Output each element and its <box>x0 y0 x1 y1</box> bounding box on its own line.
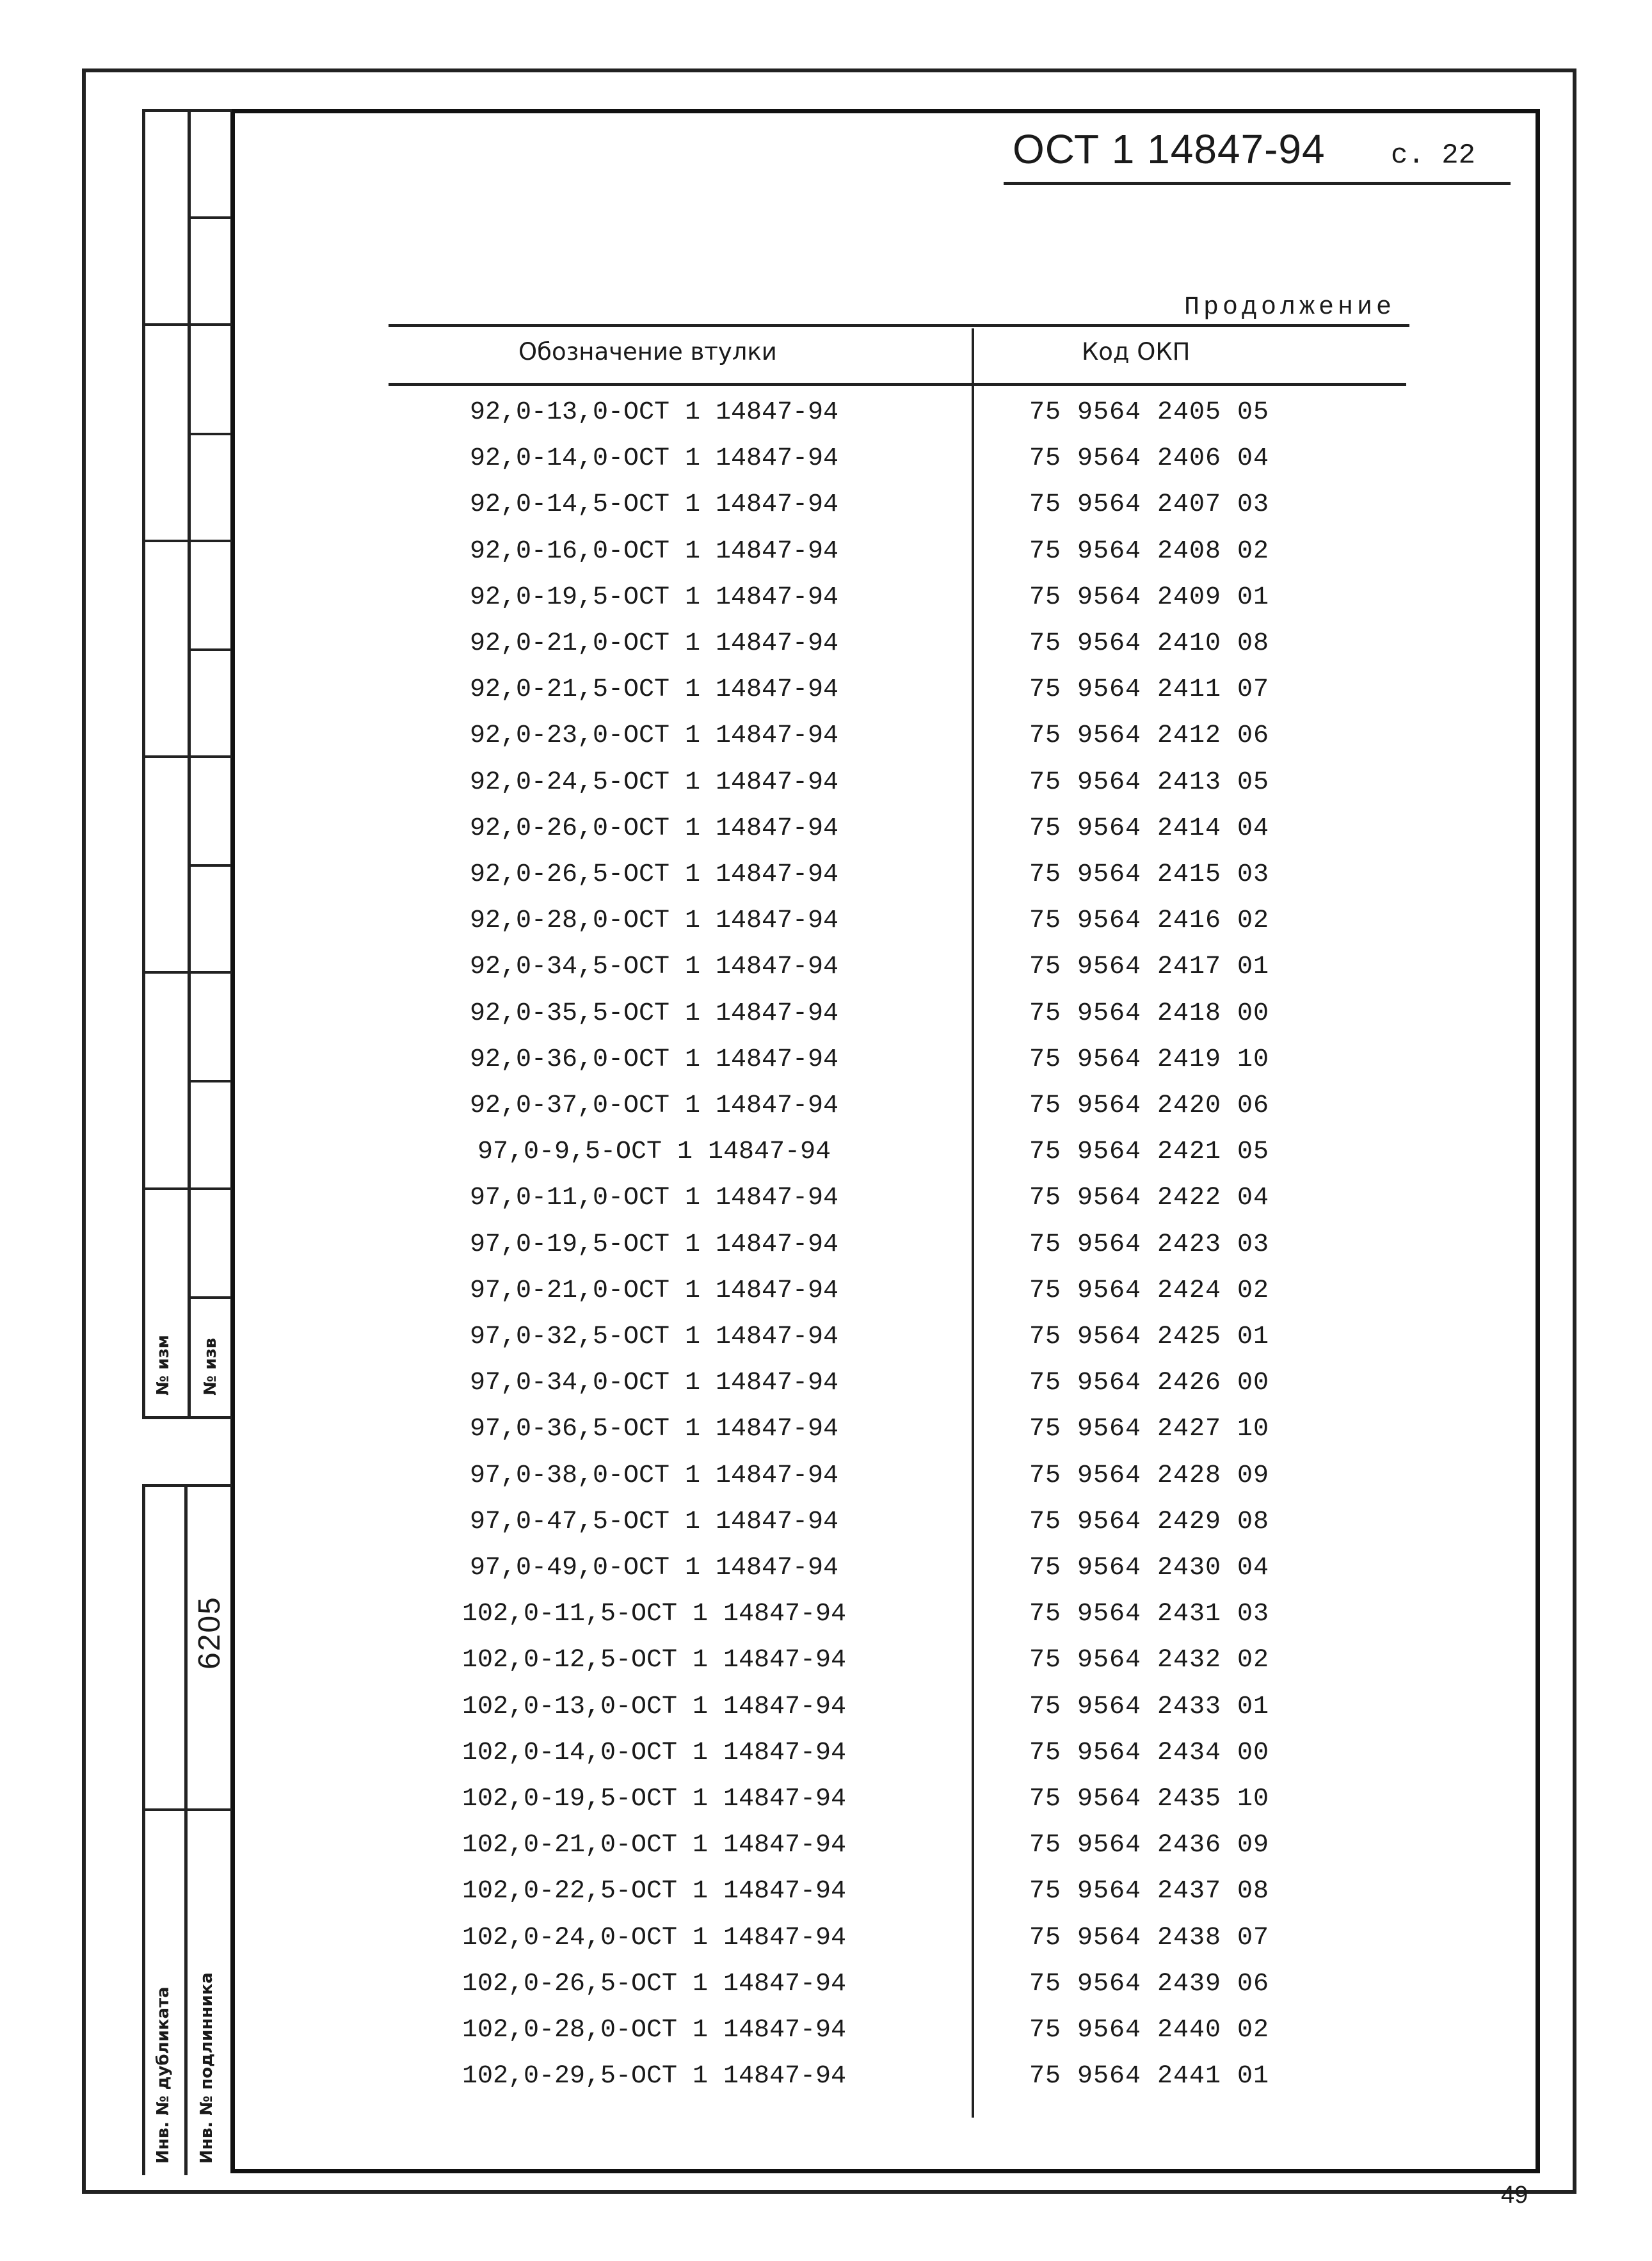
designation-cell: 97,0-11,0-ОСТ 1 14847-94 <box>469 1184 839 1212</box>
column-divider <box>972 328 974 2118</box>
designation-cell: 102,0-22,5-ОСТ 1 14847-94 <box>461 1877 847 1906</box>
designation-cell: 92,0-28,0-ОСТ 1 14847-94 <box>469 906 839 935</box>
designation-cell: 92,0-37,0-ОСТ 1 14847-94 <box>469 1091 839 1120</box>
okp-code-cell: 75 9564 2437 08 <box>1029 1877 1270 1906</box>
designation-cell: 97,0-38,0-ОСТ 1 14847-94 <box>469 1461 839 1490</box>
sheet-number: 49 <box>1501 2182 1528 2209</box>
col-header-code: Код ОКП <box>1082 338 1191 366</box>
okp-code-cell: 75 9564 2419 10 <box>1029 1045 1270 1074</box>
okp-code-cell: 75 9564 2415 03 <box>1029 860 1270 889</box>
original-inventory-number: 6205 <box>193 1596 227 1670</box>
okp-code-cell: 75 9564 2410 08 <box>1029 629 1270 658</box>
okp-code-cell: 75 9564 2441 01 <box>1029 2062 1270 2091</box>
designation-cell: 102,0-14,0-ОСТ 1 14847-94 <box>461 1739 847 1767</box>
designation-cell: 97,0-34,0-ОСТ 1 14847-94 <box>469 1369 839 1397</box>
designation-cell: 92,0-14,0-ОСТ 1 14847-94 <box>469 444 839 473</box>
okp-code-cell: 75 9564 2425 01 <box>1029 1323 1270 1351</box>
designation-cell: 97,0-19,5-ОСТ 1 14847-94 <box>469 1230 839 1259</box>
notice-number-label: № изв <box>201 1337 220 1396</box>
okp-code-cell: 75 9564 2408 02 <box>1029 537 1270 566</box>
designation-cell: 92,0-34,5-ОСТ 1 14847-94 <box>469 953 839 981</box>
designation-cell: 92,0-19,5-ОСТ 1 14847-94 <box>469 583 839 612</box>
designation-cell: 92,0-36,0-ОСТ 1 14847-94 <box>469 1045 839 1074</box>
okp-code-cell: 75 9564 2409 01 <box>1029 583 1270 612</box>
designation-cell: 97,0-36,5-ОСТ 1 14847-94 <box>469 1415 839 1444</box>
okp-code-cell: 75 9564 2427 10 <box>1029 1415 1270 1444</box>
table-top-rule <box>389 324 1409 327</box>
designation-cell: 102,0-11,5-ОСТ 1 14847-94 <box>461 1600 847 1629</box>
header-rule <box>1004 182 1511 185</box>
designation-cell: 92,0-23,0-ОСТ 1 14847-94 <box>469 721 839 750</box>
designation-cell: 102,0-19,5-ОСТ 1 14847-94 <box>461 1785 847 1814</box>
designation-cell: 97,0-49,0-ОСТ 1 14847-94 <box>469 1554 839 1582</box>
okp-code-cell: 75 9564 2436 09 <box>1029 1831 1270 1860</box>
designation-cell: 92,0-14,5-ОСТ 1 14847-94 <box>469 490 839 519</box>
okp-code-cell: 75 9564 2423 03 <box>1029 1230 1270 1259</box>
designation-cell: 102,0-12,5-ОСТ 1 14847-94 <box>461 1646 847 1675</box>
okp-code-cell: 75 9564 2432 02 <box>1029 1646 1270 1675</box>
okp-code-cell: 75 9564 2422 04 <box>1029 1184 1270 1212</box>
okp-code-cell: 75 9564 2421 05 <box>1029 1138 1270 1166</box>
change-number-label: № изм <box>154 1335 173 1396</box>
designation-cell: 102,0-28,0-ОСТ 1 14847-94 <box>461 2016 847 2045</box>
okp-code-cell: 75 9564 2438 07 <box>1029 1924 1270 1952</box>
designation-cell: 92,0-21,0-ОСТ 1 14847-94 <box>469 629 839 658</box>
okp-code-cell: 75 9564 2440 02 <box>1029 2016 1270 2045</box>
okp-code-cell: 75 9564 2406 04 <box>1029 444 1270 473</box>
continued-label: Продолжение <box>1184 293 1396 322</box>
inv-original-label: Инв. № подлинника <box>197 1972 216 2164</box>
designation-cell: 102,0-26,5-ОСТ 1 14847-94 <box>461 1970 847 1999</box>
designation-cell: 92,0-13,0-ОСТ 1 14847-94 <box>469 398 839 427</box>
okp-code-cell: 75 9564 2434 00 <box>1029 1739 1270 1767</box>
designation-cell: 92,0-16,0-ОСТ 1 14847-94 <box>469 537 839 566</box>
okp-code-cell: 75 9564 2407 03 <box>1029 490 1270 519</box>
standard-title: ОСТ 1 14847-94 <box>1013 126 1326 172</box>
okp-code-cell: 75 9564 2412 06 <box>1029 721 1270 750</box>
inv-duplicate-label: Инв. № дубликата <box>154 1986 173 2164</box>
designation-cell: 92,0-35,5-ОСТ 1 14847-94 <box>469 999 839 1028</box>
okp-code-cell: 75 9564 2411 07 <box>1029 675 1270 704</box>
okp-code-cell: 75 9564 2439 06 <box>1029 1970 1270 1999</box>
designation-cell: 102,0-21,0-ОСТ 1 14847-94 <box>461 1831 847 1860</box>
okp-code-cell: 75 9564 2420 06 <box>1029 1091 1270 1120</box>
okp-code-cell: 75 9564 2418 00 <box>1029 999 1270 1028</box>
okp-code-cell: 75 9564 2429 08 <box>1029 1508 1270 1536</box>
table-header-rule <box>389 383 1406 386</box>
designation-cell: 102,0-24,0-ОСТ 1 14847-94 <box>461 1924 847 1952</box>
designation-cell: 92,0-24,5-ОСТ 1 14847-94 <box>469 768 839 797</box>
okp-code-cell: 75 9564 2431 03 <box>1029 1600 1270 1629</box>
designation-cell: 92,0-21,5-ОСТ 1 14847-94 <box>469 675 839 704</box>
okp-code-cell: 75 9564 2426 00 <box>1029 1369 1270 1397</box>
okp-code-cell: 75 9564 2424 02 <box>1029 1276 1270 1305</box>
okp-code-cell: 75 9564 2414 04 <box>1029 814 1270 843</box>
designation-cell: 102,0-13,0-ОСТ 1 14847-94 <box>461 1693 847 1721</box>
okp-code-cell: 75 9564 2428 09 <box>1029 1461 1270 1490</box>
okp-code-cell: 75 9564 2405 05 <box>1029 398 1270 427</box>
okp-code-cell: 75 9564 2413 05 <box>1029 768 1270 797</box>
designation-cell: 97,0-21,0-ОСТ 1 14847-94 <box>469 1276 839 1305</box>
okp-code-cell: 75 9564 2433 01 <box>1029 1693 1270 1721</box>
okp-code-cell: 75 9564 2416 02 <box>1029 906 1270 935</box>
okp-code-cell: 75 9564 2430 04 <box>1029 1554 1270 1582</box>
designation-cell: 97,0-47,5-ОСТ 1 14847-94 <box>469 1508 839 1536</box>
okp-code-cell: 75 9564 2435 10 <box>1029 1785 1270 1814</box>
designation-cell: 92,0-26,5-ОСТ 1 14847-94 <box>469 860 839 889</box>
designation-cell: 97,0-32,5-ОСТ 1 14847-94 <box>469 1323 839 1351</box>
col-header-designation: Обозначение втулки <box>518 338 777 366</box>
page-label: с. 22 <box>1391 140 1476 172</box>
designation-cell: 97,0-9,5-ОСТ 1 14847-94 <box>477 1138 831 1166</box>
designation-cell: 102,0-29,5-ОСТ 1 14847-94 <box>461 2062 847 2091</box>
inner-frame <box>230 109 1540 2173</box>
designation-cell: 92,0-26,0-ОСТ 1 14847-94 <box>469 814 839 843</box>
okp-code-cell: 75 9564 2417 01 <box>1029 953 1270 981</box>
